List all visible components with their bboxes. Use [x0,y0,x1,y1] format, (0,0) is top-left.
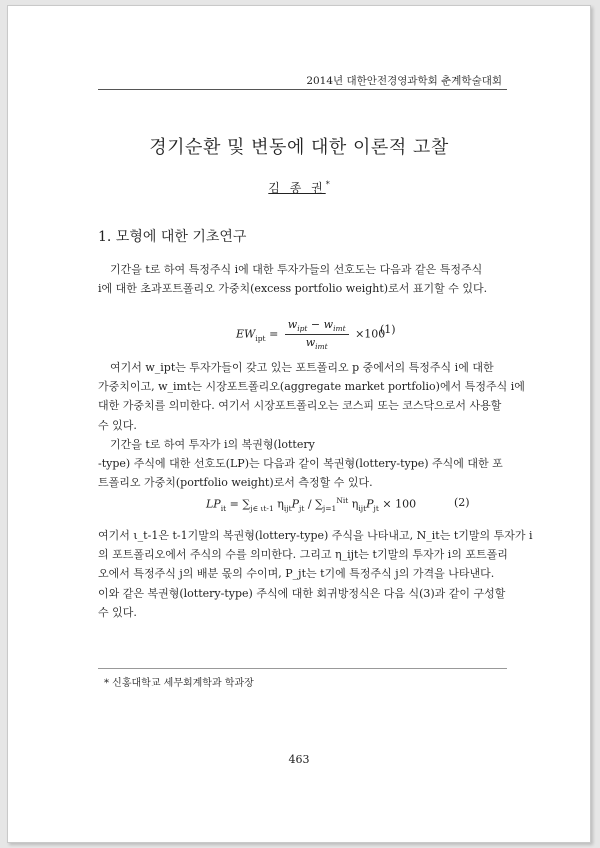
equation-1-number: (1) [380,323,396,336]
footnote-rule [98,668,507,669]
text-line: 트폴리오 가중치(portfolio weight)로서 측정할 수 있다. [98,476,373,490]
equation-1 [236,318,385,351]
eq1-numerator: $w_{ipt} - w_{imt}$ [285,318,349,335]
eq1-lhs: EW [236,327,256,341]
equation-2-number: (2) [454,496,470,509]
paper-page [7,5,591,843]
eq1-times: ×100 [355,327,386,341]
paragraph-2 [98,358,525,492]
author-mark: * [325,180,330,189]
author-name: 김 종 권 [268,181,326,195]
text-line: i에 대한 초과포트폴리오 가중치(excess portfolio weight)로서 표기할 수 있다. [98,282,488,296]
text-line: 의 포트폴리오에서 주식의 수를 의미한다. 그리고 η_ijt는 t기말의 투자가 i의 포트폴리 [98,548,508,562]
text-line: 기간을 t로 하여 투자가 i의 복권형(lottery [110,437,315,451]
text-line: 오에서 특정주식 j의 배분 몫의 수이며, P_jt는 t기에 특정주식 j의 가격을 나타낸다. [98,567,495,581]
text-line: 여기서 w_ipt는 투자가들이 갖고 있는 포트폴리오 p 중에서의 특정주식 i에 대한 [110,361,494,374]
text-line: 기간을 t로 하여 특정주식 i에 대한 투자가들의 선호도는 다음과 같은 특정주식 [110,263,483,276]
paper-title: 경기순환 및 변동에 대한 이론적 고찰 [149,137,449,158]
text-line: 수 있다. [98,418,137,432]
text-line: 이와 같은 복권형(lottery-type) 주식에 대한 회귀방정식은 다음 식(3)과 같이 구성할 [98,586,506,600]
section-heading: 1. 모형에 대한 기초연구 [98,229,247,245]
eq1-lhs-sub: ipt [255,333,266,343]
equation-2: $LP_{it} = \sum_{j\in \iota t-1}$ $\eta_{ijt}P_{jt} / \sum_{j=1}^{Nit}$ $\eta_{ijt}P_{jt} \times 100$ [206,496,417,513]
eq1-denominator: $w_{imt}$ [305,336,328,352]
paragraph-1 [98,260,507,298]
author [8,179,590,196]
header-rule [98,89,507,90]
conference-header: 2014년 대한안전경영과학회 춘계학술대회 [306,75,502,87]
text-line: -type) 주식에 대한 선호도(LP)는 다음과 같이 복권형(lottery-type) 주식에 대한 포 [98,457,503,471]
footnote: * 신홍대학교 세무회계학과 학과장 [104,678,254,689]
paragraph-3 [98,526,533,622]
text-line: 수 있다. [98,605,137,619]
text-line: 여기서 ι_t-1은 t-1기말의 복권형(lottery-type) 주식을 나타내고, N_it는 t기말의 투자가 i [98,529,533,542]
eq1-fraction [285,318,349,351]
eq1-equals: = [269,327,279,341]
text-line: 대한 가중치를 의미한다. 여기서 시장포트폴리오는 코스피 또는 코스닥으로서 사용할 [98,399,502,413]
page-number: 463 [288,753,310,766]
text-line: 가중치이고, w_imt는 시장포트폴리오(aggregate market portfolio)에서 특정주식 i에 [98,380,525,394]
